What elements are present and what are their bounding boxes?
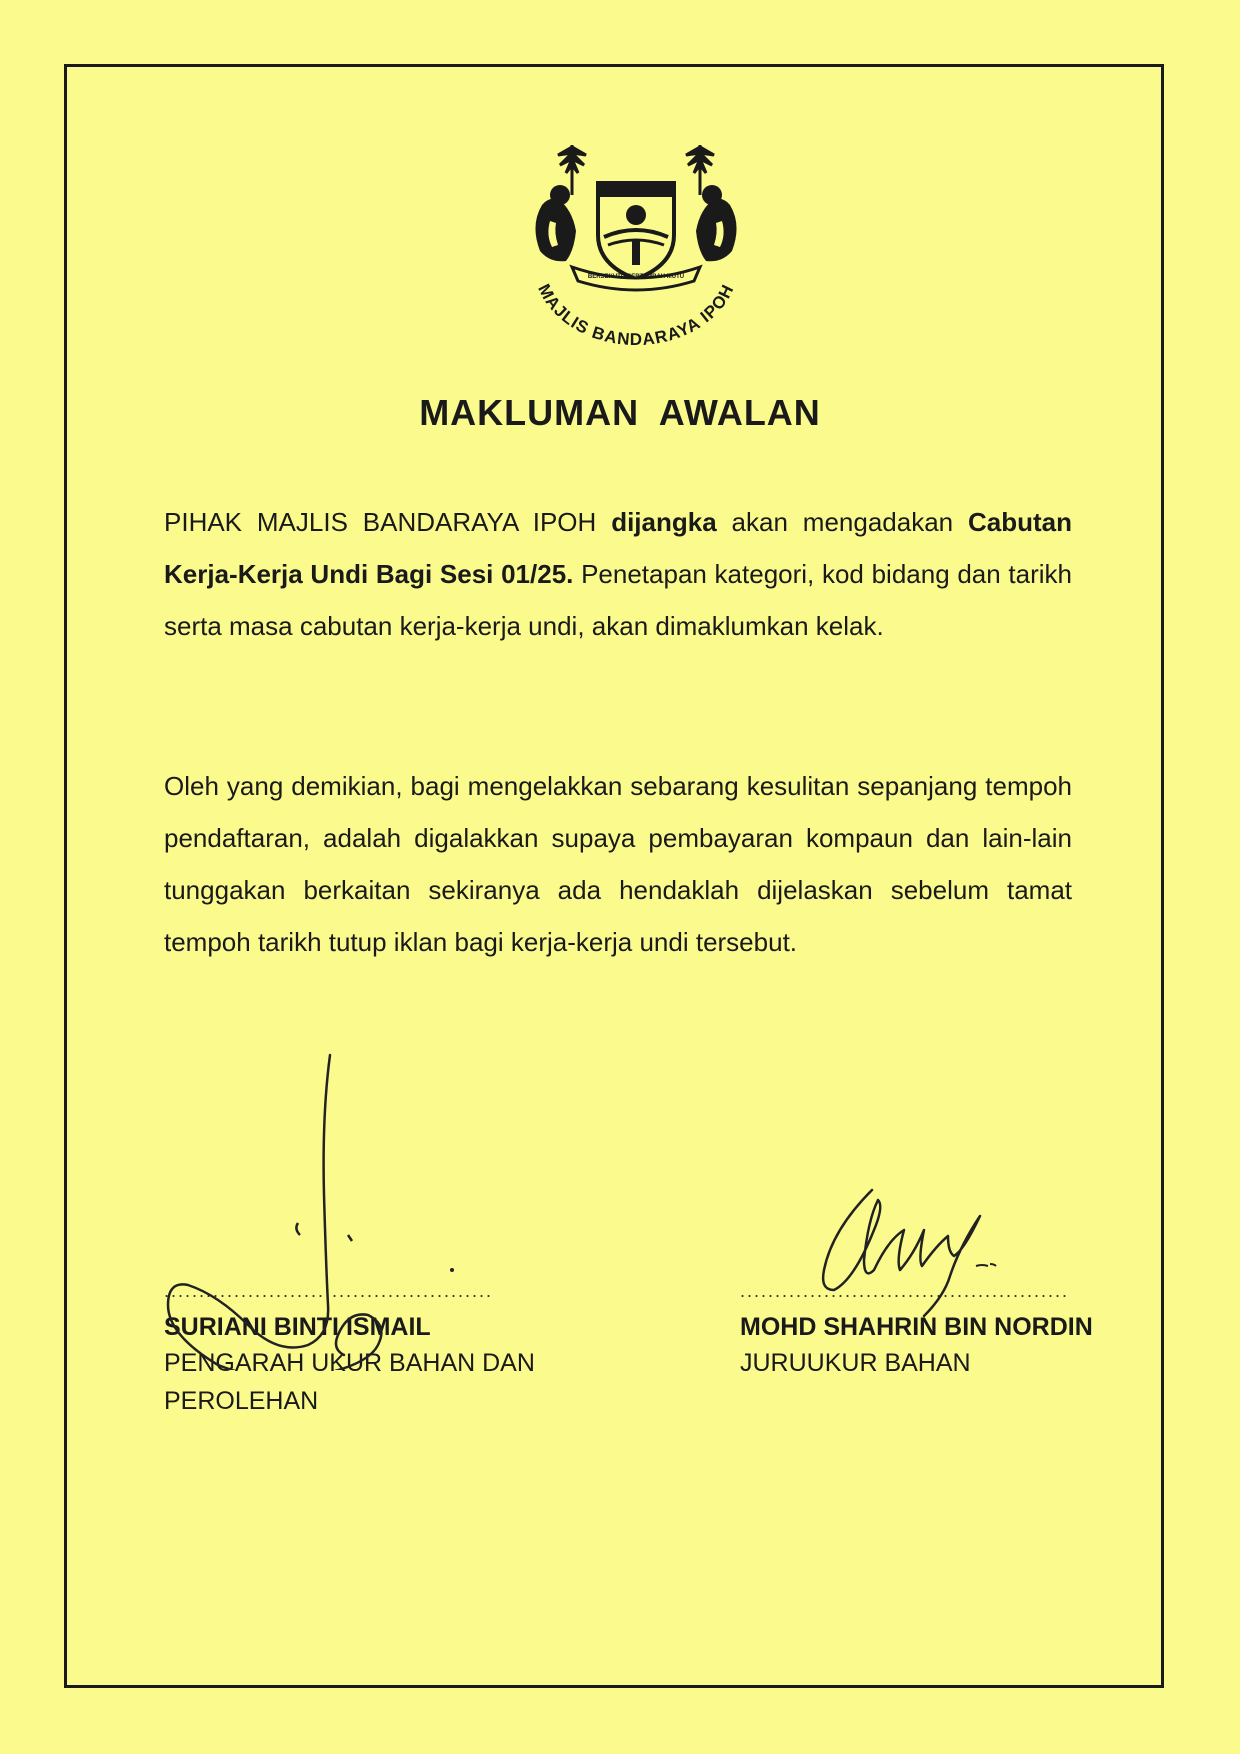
p1-text-b: dijangka (611, 507, 717, 537)
majlis-bandaraya-ipoh-crest-logo (512, 125, 760, 345)
signatory-position-cont: PEROLEHAN (164, 1387, 319, 1415)
p1-text-c: akan mengadakan (716, 507, 968, 537)
notice-title: MAKLUMAN AWALAN (419, 392, 821, 433)
signature-left-handwritten (150, 1050, 480, 1370)
notice-paragraph-2: Oleh yang demikian, bagi mengelakkan sebarang kesulitan sepanjang tempoh pendaftaran, adalah digalakkan supaya pembayaran kompaun dan lain-lain tunggakan berkaitan sekiranya ada hendaklah dijelaskan sebelum tamat tempoh tarikh tutup iklan bagi kerja-kerja undi tersebut. (164, 771, 1072, 957)
crest-ring-text: MAJLIS BANDARAYA IPOH (534, 281, 738, 345)
signatory-name: SURIANI BINTI ISMAIL (164, 1313, 431, 1341)
p1-text-d: Cabutan Kerja-Kerja Undi Bagi Sesi 01/25. (164, 507, 1072, 589)
signature-line: ............................................... (164, 1281, 494, 1301)
crest-motto: BERSEKUTU BERTAMBAH MUTU (587, 274, 685, 280)
signature-line: ............................................... (740, 1281, 1070, 1301)
p1-text-a: PIHAK MAJLIS BANDARAYA IPOH (164, 507, 612, 537)
p1-text-e: Penetapan kategori, kod bidang dan tarikh serta masa cabutan kerja-kerja undi, akan dimaklumkan kelak. (164, 559, 1072, 641)
signatory-position: PENGARAH UKUR BAHAN DAN (164, 1349, 535, 1377)
signature-right-handwritten (780, 1180, 1040, 1330)
signatory-position: JURUUKUR BAHAN (740, 1349, 971, 1377)
notice-paragraph-1 (164, 496, 1072, 652)
signatory-name: MOHD SHAHRIN BIN NORDIN (740, 1313, 1093, 1341)
